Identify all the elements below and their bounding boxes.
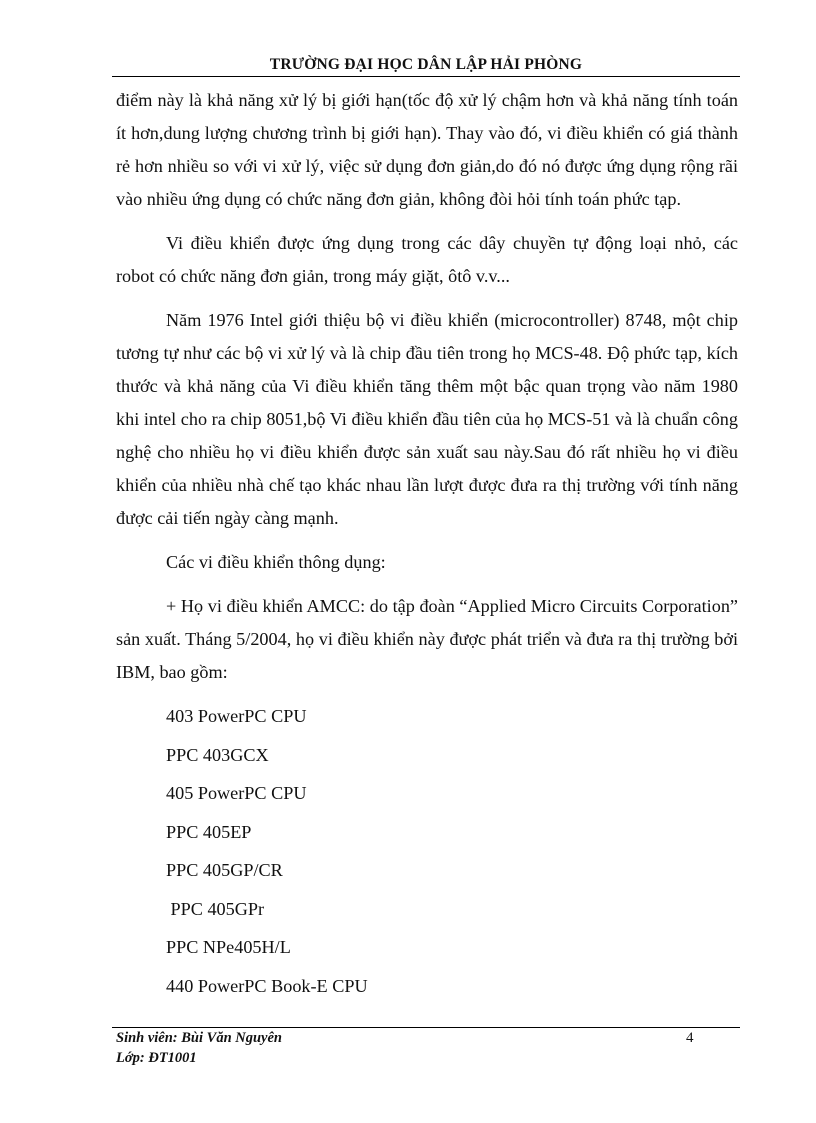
- paragraph-history: Năm 1976 Intel giới thiệu bộ vi điều khiển (microcontroller) 8748, một chip tương tự như các bộ vi xử lý và là chip đầu tiên trong họ MCS-48. Độ phức tạp, kích thước và khả năng của Vi điều khiển tăng thêm một bậc quan trọng vào năm 1980 khi intel cho ra chip 8051,bộ Vi điều khiển đầu tiên của họ MCS-51 và là chuẩn công nghệ cho nhiều họ vi điều khiển được sản xuất sau này.Sau đó rất nhiều họ vi điều khiển của nhiều nhà chế tạo khác nhau lần lượt được đưa ra thị trường với tính năng được cải tiến ngày càng mạnh.: [116, 310, 738, 528]
- paragraph-continuation: điểm này là khả năng xử lý bị giới hạn(tốc độ xử lý chậm hơn và khả năng tính toán ít hơn,dung lượng chương trình bị giới hạn). Thay vào đó, vi điều khiển có giá thành rẻ hơn nhiều so với vi xử lý, việc sử dụng đơn giản,do đó nó được ứng dụng rộng rãi vào nhiều ứng dụng có chức năng đơn giản, không đòi hỏi tính toán phức tạp.: [116, 90, 738, 209]
- list-item: 405 PowerPC CPU: [166, 783, 307, 803]
- list-item: PPC 405GPr: [166, 898, 265, 919]
- paragraph-amcc-family: + Họ vi điều khiển AMCC: do tập đoàn “Applied Micro Circuits Corporation” sản xuất. Tháng 5/2004, họ vi điều khiển này được phát triển và đưa ra thị trường bởi IBM, bao gồm:: [116, 596, 738, 682]
- header-title: TRƯỜNG ĐẠI HỌC DÂN LẬP HẢI PHÒNG: [269, 56, 583, 73]
- list-item: PPC NPe405H/L: [166, 937, 291, 957]
- list-item: PPC 403GCX: [166, 744, 269, 765]
- page-number: 4: [686, 1030, 694, 1046]
- list-item: PPC 405GP/CR: [166, 860, 283, 880]
- list-item: 440 PowerPC Book-E CPU: [166, 975, 368, 996]
- paragraph-common-mcu-heading: Các vi điều khiển thông dụng:: [166, 552, 386, 572]
- footer-class: Lớp: ĐT1001: [116, 1050, 197, 1066]
- footer-divider: [112, 1027, 740, 1028]
- body-text: [116, 84, 738, 1008]
- paragraph-applications: Vi điều khiển được ứng dụng trong các dây chuyền tự động loại nhỏ, các robot có chức năng đơn giản, trong máy giặt, ôtô v.v...: [116, 233, 738, 286]
- list-item: PPC 405EP: [166, 821, 252, 842]
- cpu-list: [166, 700, 738, 1008]
- list-item: 403 PowerPC CPU: [166, 706, 307, 726]
- footer-student-name: Sinh viên: Bùi Văn Nguyên: [116, 1030, 282, 1046]
- header-divider: [112, 76, 740, 77]
